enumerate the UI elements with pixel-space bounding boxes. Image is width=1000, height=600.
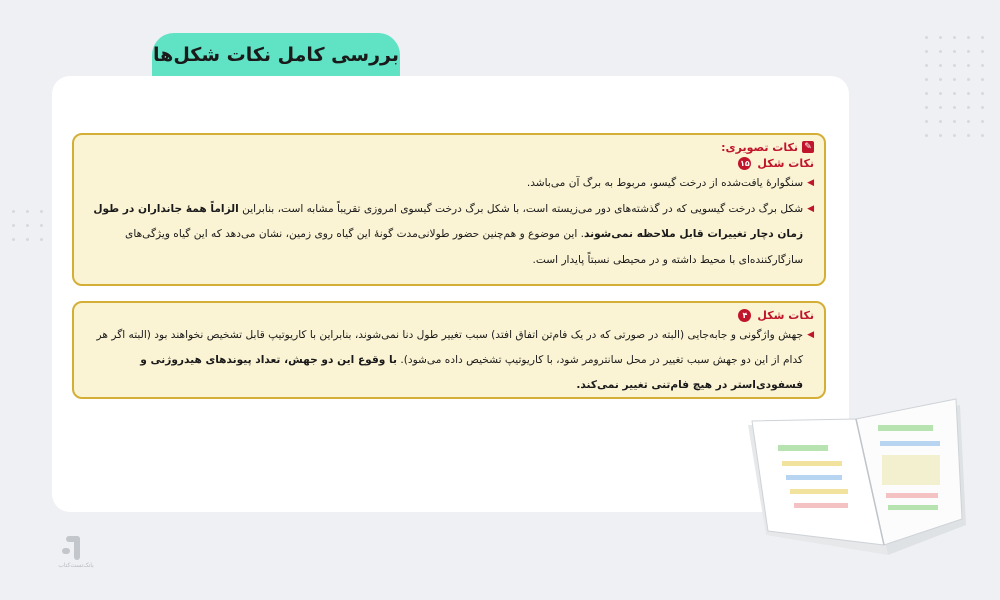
note-text-part: شکل برگ درخت گیسویی که در گذشته‌های دور می‌زیسته است، با شکل برگ درخت گیسوی امروزی تقریباً مشابه است، بنابراین <box>238 202 804 215</box>
notes-heading <box>84 139 814 155</box>
decorative-dot-grid <box>925 36 984 137</box>
note-text: سنگوارهٔ یافت‌شده از درخت گیسو، مربوط به برگ آن می‌باشد. <box>526 177 804 189</box>
note-text-part: . این موضوع و هم‌چنین حضور طولانی‌مدت گونهٔ این گیاه روی زمین، نشان می‌دهد که این گیاه ویژگی‌های سازگارکننده‌ای با محیط داشته و در محیطی نسبتاً پایدار است. <box>125 228 804 266</box>
arrow-left-circle-icon: ◀ <box>807 178 814 188</box>
note-text <box>84 323 803 398</box>
note-text <box>84 197 803 274</box>
note-item <box>84 197 814 274</box>
edit-icon: ✎ <box>802 141 814 153</box>
note-text-emphasis: الزاماً همهٔ جانداران در طول زمان دچار تغییرات قابل ملاحظه نمی‌شوند <box>93 202 804 240</box>
notes-box-figure-4 <box>72 301 826 399</box>
note-item <box>84 323 814 398</box>
note-item <box>84 171 814 197</box>
arrow-left-circle-icon: ◀ <box>807 330 814 340</box>
figure-number-badge: ۱۵ <box>740 158 750 168</box>
arrow-left-circle-icon: ◀ <box>807 203 814 214</box>
decorative-dot-grid-left <box>12 210 43 241</box>
section-title-tab <box>152 33 400 77</box>
logo-text: بانک‌تست‌کتاب <box>58 562 94 569</box>
figure-heading <box>84 155 814 171</box>
figure-number-badge: ۴ <box>738 309 751 322</box>
figure-heading-label: نکات شکل <box>757 308 814 322</box>
section-title: بررسی کامل نکات شکل‌ها <box>153 44 399 66</box>
notes-heading-label: نکات تصویری: <box>721 140 798 154</box>
note-text-part: جهش واژگونی و جابه‌جایی (البته در صورتی که در یک فام‌تن اتفاق افتد) سبب تغییر طول دنا نمی‌شوند، بنابراین با کاریوتیپ قابل تشخیص نخواهند بود (البته اگر هر کدام از این دو جهش سبب تغییر در محل سانترومر شود، با کاریوتیپ تشخیص داده می‌شود). <box>96 329 804 366</box>
figure-heading <box>84 307 814 323</box>
figure-heading-label: نکات شکل <box>757 156 814 170</box>
open-book-illustration <box>738 385 970 563</box>
note-text-emphasis: با وقوع این دو جهش، تعداد پیوندهای هیدروژنی و فسفودی‌استر در هیچ فام‌تنی تغییر نمی‌کند. <box>140 354 804 391</box>
notes-box-figure-15 <box>72 133 826 286</box>
